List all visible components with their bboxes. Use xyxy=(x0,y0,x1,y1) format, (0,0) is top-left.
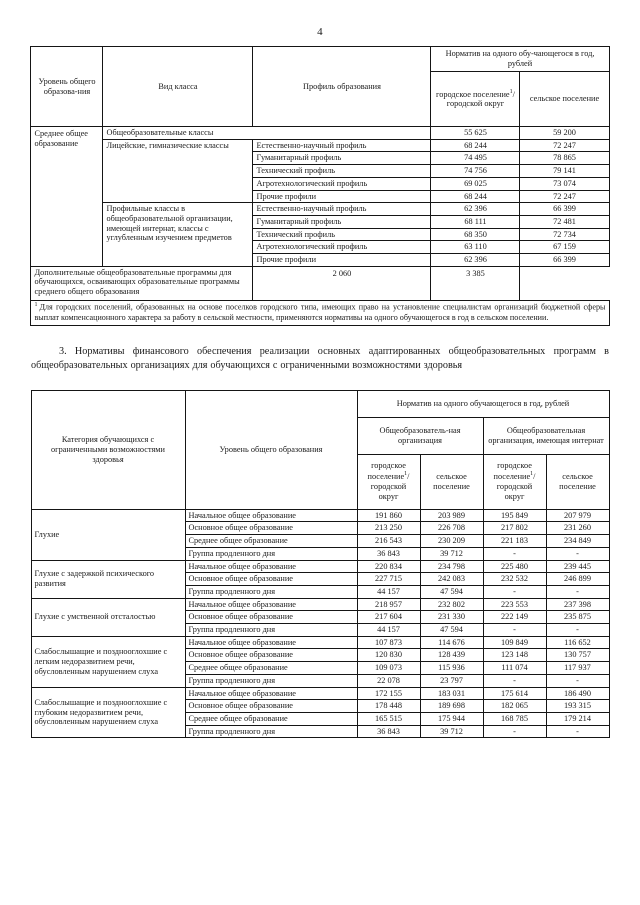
cell-value: 231 330 xyxy=(420,611,483,624)
cell-level: Основное общее образование xyxy=(185,522,357,535)
table-row xyxy=(31,127,609,140)
cell-value: 222 149 xyxy=(483,611,546,624)
cell-value: 123 148 xyxy=(483,649,546,662)
cell-level-secondary: Среднее общее образование xyxy=(31,127,103,267)
cell-value: 218 957 xyxy=(357,598,420,611)
cell-urban: 2 060 xyxy=(253,266,431,300)
cell-profile: Прочие профили xyxy=(253,254,431,267)
table-row xyxy=(31,598,609,611)
th-rural-boarding: сельское поселение xyxy=(546,454,609,509)
cell-value: 107 873 xyxy=(357,636,420,649)
cell-class-type: Общеобразовательные классы xyxy=(103,127,431,140)
cell-urban: 68 244 xyxy=(431,190,520,203)
th-rural-plain: сельское поселение xyxy=(420,454,483,509)
cell-value: 195 849 xyxy=(483,509,546,522)
cell-level: Группа продленного дня xyxy=(185,547,357,560)
cell-urban: 62 396 xyxy=(431,254,520,267)
cell-level: Среднее общее образование xyxy=(185,662,357,675)
th-org-boarding: Общеобразовательная организация, имеющая интернат xyxy=(483,417,609,454)
footnote-marker: 1 xyxy=(404,471,408,478)
cell-value: 44 157 xyxy=(357,585,420,598)
footnote-marker: 1 xyxy=(530,471,534,478)
cell-value: 39 712 xyxy=(420,547,483,560)
cell-value: 109 849 xyxy=(483,636,546,649)
cell-value: 223 553 xyxy=(483,598,546,611)
table1-header-row-1 xyxy=(31,47,609,72)
th-urban-label: городское поселение xyxy=(436,89,510,99)
cell-value: 234 849 xyxy=(546,535,609,548)
cell-profile: Агротехнологический профиль xyxy=(253,177,431,190)
th-norm-group: Норматив на одного обу-чающегося в год, рублей xyxy=(431,47,609,72)
cell-urban: 68 111 xyxy=(431,215,520,228)
cell-profile: Естественно-научный профиль xyxy=(253,203,431,216)
cell-category: Слабослышащие и позднооглохшие с легким недоразвитием речи, обусловленным нарушением слуха xyxy=(31,636,185,687)
cell-value: 182 065 xyxy=(483,700,546,713)
cell-value: 232 802 xyxy=(420,598,483,611)
cell-profile: Гуманитарный профиль xyxy=(253,215,431,228)
cell-value: - xyxy=(483,624,546,637)
table-row xyxy=(31,560,609,573)
th-urban-boarding-label: городское поселение xyxy=(493,461,532,482)
cell-value: 203 989 xyxy=(420,509,483,522)
table2-header-row-1 xyxy=(31,390,609,417)
cell-level: Группа продленного дня xyxy=(185,674,357,687)
footnote-text: Для городских поселений, образованных на основе поселков городского типа, имеющих право на установление специалистам организаций бюджетной сферы выплат компенсационного характера за работу в сельской местности, применяются нормативы на одного обучающегося в год в сельском поселении. xyxy=(34,302,606,323)
section-3-paragraph: 3. Нормативы финансового обеспечения реализации основных адаптированных общеобразовательных программ в общеобразовательных организациях для обучающихся с ограниченными возможностями здоровья xyxy=(31,345,609,372)
cell-level: Среднее общее образование xyxy=(185,535,357,548)
footnote-mark: 1 xyxy=(34,301,38,308)
cell-level: Среднее общее образование xyxy=(185,712,357,725)
document-body xyxy=(0,46,640,738)
cell-value: 217 604 xyxy=(357,611,420,624)
cell-value: 191 860 xyxy=(357,509,420,522)
th-urban xyxy=(431,72,520,127)
cell-urban: 68 350 xyxy=(431,228,520,241)
cell-urban: 74 756 xyxy=(431,165,520,178)
cell-value: 239 445 xyxy=(546,560,609,573)
cell-level: Начальное общее образование xyxy=(185,560,357,573)
cell-rural: 72 247 xyxy=(520,190,609,203)
cell-value: 109 073 xyxy=(357,662,420,675)
cell-value: 221 183 xyxy=(483,535,546,548)
cell-rural: 67 159 xyxy=(520,241,609,254)
cell-value: 117 937 xyxy=(546,662,609,675)
cell-profile: Естественно-научный профиль xyxy=(253,139,431,152)
cell-value: - xyxy=(546,585,609,598)
cell-value: 23 797 xyxy=(420,674,483,687)
cell-level: Начальное общее образование xyxy=(185,687,357,700)
cell-value: 47 594 xyxy=(420,585,483,598)
table-row xyxy=(31,509,609,522)
table2-head xyxy=(31,390,609,509)
cell-value: 220 834 xyxy=(357,560,420,573)
cell-urban: 63 110 xyxy=(431,241,520,254)
cell-value: 44 157 xyxy=(357,624,420,637)
cell-value: 168 785 xyxy=(483,712,546,725)
cell-value: 189 698 xyxy=(420,700,483,713)
th-urban-plain-tail: / городской округ xyxy=(370,472,410,502)
cell-value: 36 843 xyxy=(357,547,420,560)
th-norm-group: Норматив на одного обучающегося в год, рублей xyxy=(357,390,609,417)
cell-urban: 69 025 xyxy=(431,177,520,190)
cell-value: - xyxy=(546,674,609,687)
cell-value: 226 708 xyxy=(420,522,483,535)
cell-value: 179 214 xyxy=(546,712,609,725)
cell-value: 111 074 xyxy=(483,662,546,675)
cell-profile: Технический профиль xyxy=(253,165,431,178)
cell-category: Глухие с умственной отсталостью xyxy=(31,598,185,636)
cell-value: - xyxy=(483,547,546,560)
th-level: Уровень общего образова-ния xyxy=(31,47,103,127)
cell-rural: 72 481 xyxy=(520,215,609,228)
cell-level: Основное общее образование xyxy=(185,649,357,662)
cell-value: 39 712 xyxy=(420,725,483,738)
table-row xyxy=(31,266,609,300)
th-profile: Профиль образования xyxy=(253,47,431,127)
th-class-type: Вид класса xyxy=(103,47,253,127)
cell-value: 130 757 xyxy=(546,649,609,662)
cell-level: Начальное общее образование xyxy=(185,509,357,522)
cell-value: 193 315 xyxy=(546,700,609,713)
cell-value: 217 802 xyxy=(483,522,546,535)
cell-value: 165 515 xyxy=(357,712,420,725)
table1-footnote-row xyxy=(31,300,609,325)
cell-level: Основное общее образование xyxy=(185,700,357,713)
cell-level: Начальное общее образование xyxy=(185,598,357,611)
cell-level: Группа продленного дня xyxy=(185,585,357,598)
table1-footnote xyxy=(31,300,609,325)
cell-value: 186 490 xyxy=(546,687,609,700)
cell-value: 183 031 xyxy=(420,687,483,700)
cell-urban: 55 625 xyxy=(431,127,520,140)
cell-value: 116 652 xyxy=(546,636,609,649)
th-urban-plain xyxy=(357,454,420,509)
cell-value: 114 676 xyxy=(420,636,483,649)
cell-value: 172 155 xyxy=(357,687,420,700)
cell-category: Глухие с задержкой психического развития xyxy=(31,560,185,598)
cell-profile: Технический профиль xyxy=(253,228,431,241)
th-category: Категория обучающихся с ограниченными возможностями здоровья xyxy=(31,390,185,509)
page-number: 4 xyxy=(317,26,323,38)
cell-rural: 78 865 xyxy=(520,152,609,165)
table1-body xyxy=(31,127,609,326)
table-row xyxy=(31,636,609,649)
cell-value: 237 398 xyxy=(546,598,609,611)
cell-value: 230 209 xyxy=(420,535,483,548)
table1-head xyxy=(31,47,609,127)
cell-profile: Гуманитарный профиль xyxy=(253,152,431,165)
cell-value: - xyxy=(483,674,546,687)
cell-level: Группа продленного дня xyxy=(185,624,357,637)
cell-value: 178 448 xyxy=(357,700,420,713)
cell-value: 128 439 xyxy=(420,649,483,662)
table-row xyxy=(31,203,609,216)
cell-rural: 66 399 xyxy=(520,254,609,267)
cell-value: 115 936 xyxy=(420,662,483,675)
table-adapted-program-norms xyxy=(31,390,610,739)
cell-profile: Прочие профили xyxy=(253,190,431,203)
cell-rural: 72 247 xyxy=(520,139,609,152)
cell-value: - xyxy=(546,725,609,738)
cell-value: - xyxy=(483,585,546,598)
cell-category: Слабослышащие и позднооглохшие с глубоким недоразвитием речи, обусловленным нарушением слуха xyxy=(31,687,185,738)
cell-value: 175 944 xyxy=(420,712,483,725)
table-education-norms xyxy=(30,46,609,326)
table-row xyxy=(31,687,609,700)
cell-value: 216 543 xyxy=(357,535,420,548)
cell-urban: 62 396 xyxy=(431,203,520,216)
th-rural: сельское поселение xyxy=(520,72,609,127)
cell-value: 235 875 xyxy=(546,611,609,624)
cell-value: 232 532 xyxy=(483,573,546,586)
cell-rural: 59 200 xyxy=(520,127,609,140)
cell-value: - xyxy=(483,725,546,738)
th-urban-plain-label: городское поселение xyxy=(367,461,406,482)
cell-level: Основное общее образование xyxy=(185,611,357,624)
cell-urban: 74 495 xyxy=(431,152,520,165)
cell-rural: 73 074 xyxy=(520,177,609,190)
cell-urban: 68 244 xyxy=(431,139,520,152)
cell-level: Группа продленного дня xyxy=(185,725,357,738)
cell-value: 225 480 xyxy=(483,560,546,573)
cell-value: 227 715 xyxy=(357,573,420,586)
cell-rural: 3 385 xyxy=(431,266,520,300)
cell-value: 36 843 xyxy=(357,725,420,738)
cell-value: 207 979 xyxy=(546,509,609,522)
cell-value: 213 250 xyxy=(357,522,420,535)
cell-profile: Агротехнологический профиль xyxy=(253,241,431,254)
cell-level: Основное общее образование xyxy=(185,573,357,586)
cell-extra-label: Дополнительные общеобразовательные программы для обучающихся, осваивающих образовательные программы среднего общего образования xyxy=(31,266,253,300)
cell-value: 175 614 xyxy=(483,687,546,700)
cell-value: 120 830 xyxy=(357,649,420,662)
cell-value: 231 260 xyxy=(546,522,609,535)
cell-rural: 66 399 xyxy=(520,203,609,216)
cell-value: 246 899 xyxy=(546,573,609,586)
th-urban-boarding-tail: / городской округ xyxy=(496,472,536,502)
table2-body xyxy=(31,509,609,738)
cell-value: 242 083 xyxy=(420,573,483,586)
cell-value: 47 594 xyxy=(420,624,483,637)
table-row xyxy=(31,139,609,152)
cell-rural: 72 734 xyxy=(520,228,609,241)
th-org-plain: Общеобразователь-ная организация xyxy=(357,417,483,454)
cell-level: Начальное общее образование xyxy=(185,636,357,649)
cell-value: 22 078 xyxy=(357,674,420,687)
th-urban-tail: / городской округ xyxy=(446,89,515,109)
th-level: Уровень общего образования xyxy=(185,390,357,509)
cell-rural: 79 141 xyxy=(520,165,609,178)
cell-class-type: Лицейские, гимназические классы xyxy=(103,139,253,203)
cell-value: - xyxy=(546,624,609,637)
th-urban-boarding xyxy=(483,454,546,509)
table2-wrapper xyxy=(2,390,638,739)
footnote-marker: 1 xyxy=(509,88,513,95)
cell-value: - xyxy=(546,547,609,560)
cell-value: 234 798 xyxy=(420,560,483,573)
cell-category: Глухие xyxy=(31,509,185,560)
cell-class-type: Профильные классы в общеобразовательной организации, имеющей интернат, классы с углубленным изучением предметов xyxy=(103,203,253,267)
